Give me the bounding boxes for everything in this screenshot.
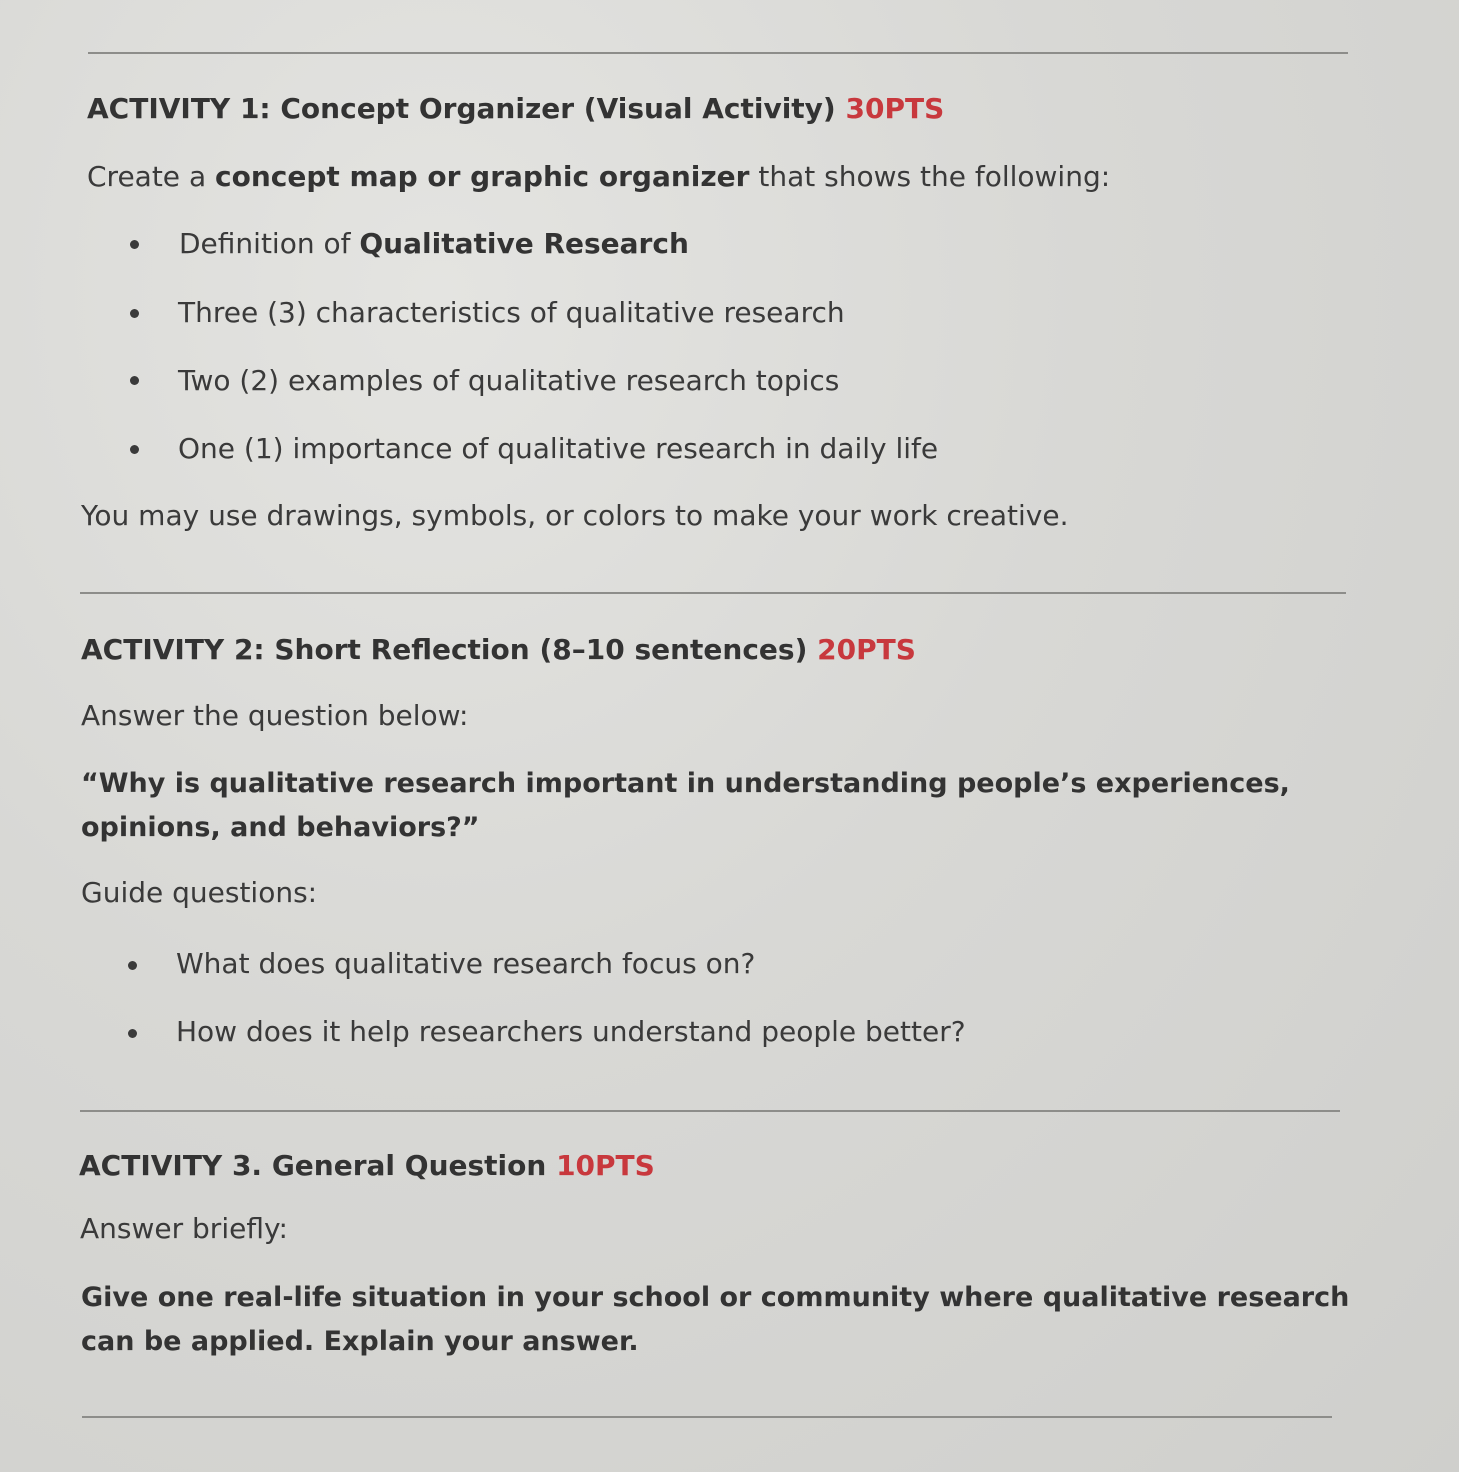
activity2-heading: ACTIVITY 2: Short Reflection (8–10 sentences) 20PTS [81, 633, 916, 666]
bullet-icon [130, 376, 139, 385]
activity3-heading: ACTIVITY 3. General Question 10PTS [79, 1149, 655, 1182]
bullet-icon [130, 445, 139, 454]
activity2-points: 20PTS [817, 633, 916, 666]
activity2-instruction: Answer the question below: [81, 699, 469, 732]
activity3-question-line2: can be applied. Explain your answer. [81, 1326, 639, 1357]
activity1-bullet-1: Definition of Qualitative Research [179, 227, 689, 260]
divider-1 [80, 592, 1346, 594]
activity1-bullet-3: Two (2) examples of qualitative research topics [178, 364, 840, 397]
activity3-question-line1: Give one real-life situation in your school or community where qualitative research [81, 1282, 1350, 1313]
activity1-points: 30PTS [845, 92, 945, 125]
activity3-instruction: Answer briefly: [80, 1212, 288, 1245]
divider-bottom [82, 1416, 1332, 1418]
bullet-icon [128, 961, 137, 970]
activity2-question-line1: “Why is qualitative research important in understanding people’s experiences, [81, 768, 1290, 799]
activity1-heading: ACTIVITY 1: Concept Organizer (Visual Activity) 30PTS [87, 92, 945, 125]
activity1-intro: Create a concept map or graphic organizer that shows the following: [87, 160, 1111, 193]
activity2-guide-label: Guide questions: [81, 876, 318, 909]
activity3-points: 10PTS [556, 1149, 655, 1182]
activity1-bullet-4: One (1) importance of qualitative research in daily life [178, 432, 939, 465]
bullet-icon [128, 1029, 137, 1038]
divider-2 [80, 1110, 1340, 1112]
divider-top [88, 52, 1348, 54]
bullet-icon [130, 240, 139, 249]
bullet-icon [130, 309, 139, 318]
activity1-note: You may use drawings, symbols, or colors to make your work creative. [81, 499, 1069, 532]
activity2-guide-bullet-1: What does qualitative research focus on? [176, 947, 756, 980]
activity1-bullet-2: Three (3) characteristics of qualitative research [178, 296, 845, 329]
activity2-guide-bullet-2: How does it help researchers understand people better? [176, 1015, 966, 1048]
activity2-question-line2: opinions, and behaviors?” [81, 812, 480, 843]
